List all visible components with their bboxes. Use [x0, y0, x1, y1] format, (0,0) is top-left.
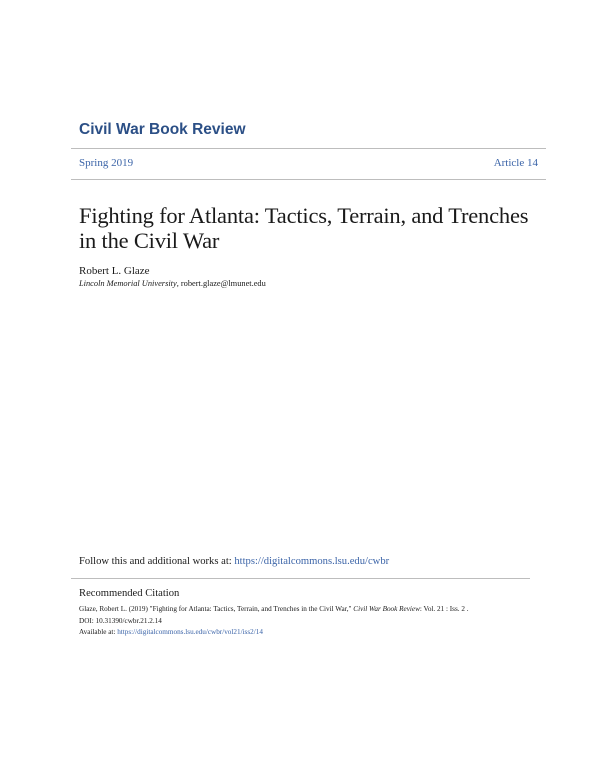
author-email: robert.glaze@lmunet.edu: [180, 279, 266, 288]
author-institution: Lincoln Memorial University: [79, 279, 177, 288]
article-title-line-2: in the Civil War: [79, 228, 220, 253]
citation-available-label: Available at:: [79, 628, 118, 636]
citation-suffix: : Vol. 21 : Iss. 2 .: [419, 605, 469, 613]
follow-works: [79, 556, 389, 567]
issue-info-row: [79, 157, 538, 169]
header-rule-bottom: [71, 179, 546, 180]
citation-available: [79, 627, 549, 639]
author-name: Robert L. Glaze: [79, 265, 150, 277]
follow-text: Follow this and additional works at:: [79, 556, 235, 567]
author-affiliation: Lincoln Memorial University, robert.glaze@lmunet.edu: [79, 279, 266, 288]
follow-link[interactable]: https://digitalcommons.lsu.edu/cwbr: [234, 556, 390, 567]
citation-prefix: Glaze, Robert L. (2019) "Fighting for Atlanta: Tactics, Terrain, and Trenches in the Civil War,": [79, 605, 354, 613]
header-rule-top: [71, 148, 546, 149]
article-title: [79, 203, 549, 253]
citation-journal: Civil War Book Review: [353, 605, 420, 613]
citation-heading: Recommended Citation: [79, 588, 180, 599]
article-title-line-1: Fighting for Atlanta: Tactics, Terrain, and Trenches: [79, 203, 529, 228]
citation-available-link[interactable]: https://digitalcommons.lsu.edu/cwbr/vol21/iss2/14: [117, 628, 263, 636]
journal-title[interactable]: Civil War Book Review: [79, 121, 246, 138]
citation-body: [79, 604, 549, 639]
citation-doi: DOI: 10.31390/cwbr.21.2.14: [79, 616, 162, 625]
citation-rule: [71, 578, 530, 579]
issue-season-link[interactable]: Spring 2019: [79, 157, 134, 169]
citation-line-1: [79, 604, 549, 616]
article-number-link[interactable]: Article 14: [493, 157, 538, 169]
